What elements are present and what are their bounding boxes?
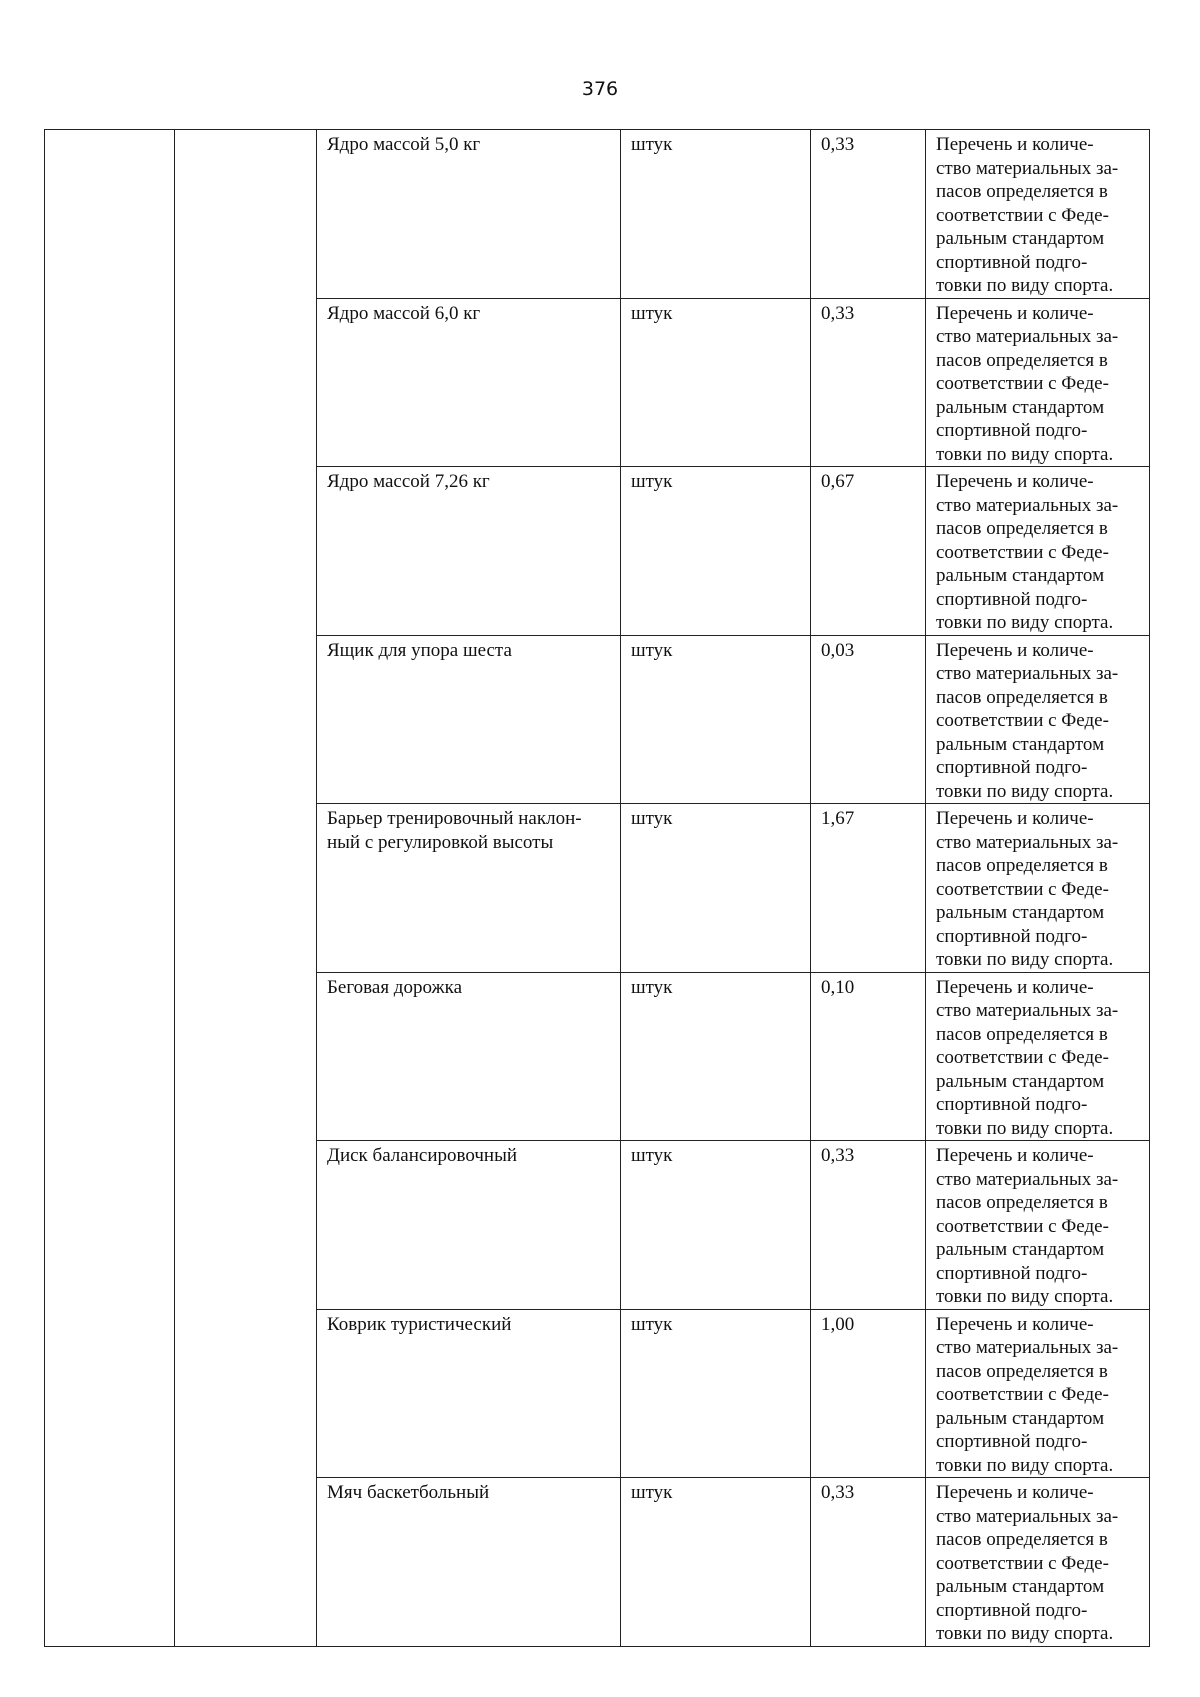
item-quantity: 0,33 (811, 130, 926, 299)
item-unit: штук (621, 467, 811, 636)
item-quantity: 0,67 (811, 467, 926, 636)
item-unit: штук (621, 130, 811, 299)
item-quantity: 0,33 (811, 1478, 926, 1647)
item-note: Перечень и количе- ство материальных за- пасов определяется в соответствии с Феде- ральным стандартом спортивной подго- товки по виду спорта. (926, 1141, 1150, 1310)
item-name: Мяч баскетбольный (317, 1478, 621, 1647)
item-quantity: 1,00 (811, 1309, 926, 1478)
item-unit: штук (621, 804, 811, 973)
item-name: Ядро массой 6,0 кг (317, 298, 621, 467)
page-number: 376 (581, 78, 619, 100)
item-quantity: 0,10 (811, 972, 926, 1141)
item-name: Беговая дорожка (317, 972, 621, 1141)
item-name: Ящик для упора шеста (317, 635, 621, 804)
item-note: Перечень и количе- ство материальных за- пасов определяется в соответствии с Феде- ральным стандартом спортивной подго- товки по виду спорта. (926, 1309, 1150, 1478)
subsection-cell (175, 130, 317, 1647)
item-note: Перечень и количе- ство материальных за- пасов определяется в соответствии с Феде- ральным стандартом спортивной подго- товки по виду спорта. (926, 130, 1150, 299)
item-quantity: 1,67 (811, 804, 926, 973)
item-name: Коврик туристический (317, 1309, 621, 1478)
item-note: Перечень и количе- ство материальных за- пасов определяется в соответствии с Феде- ральным стандартом спортивной подго- товки по виду спорта. (926, 804, 1150, 973)
item-note: Перечень и количе- ство материальных за- пасов определяется в соответствии с Феде- ральным стандартом спортивной подго- товки по виду спорта. (926, 972, 1150, 1141)
item-unit: штук (621, 298, 811, 467)
item-unit: штук (621, 1141, 811, 1310)
item-name: Барьер тренировочный наклон- ный с регулировкой высоты (317, 804, 621, 973)
table-row (45, 130, 1150, 299)
item-name: Ядро массой 5,0 кг (317, 130, 621, 299)
item-note: Перечень и количе- ство материальных за- пасов определяется в соответствии с Феде- ральным стандартом спортивной подго- товки по виду спорта. (926, 467, 1150, 636)
item-unit: штук (621, 972, 811, 1141)
item-unit: штук (621, 1309, 811, 1478)
item-quantity: 0,03 (811, 635, 926, 804)
item-name: Диск балансировочный (317, 1141, 621, 1310)
item-quantity: 0,33 (811, 1141, 926, 1310)
item-unit: штук (621, 1478, 811, 1647)
equipment-table (44, 129, 1150, 1647)
item-note: Перечень и количе- ство материальных за- пасов определяется в соответствии с Феде- ральным стандартом спортивной подго- товки по виду спорта. (926, 298, 1150, 467)
item-unit: штук (621, 635, 811, 804)
item-quantity: 0,33 (811, 298, 926, 467)
item-name: Ядро массой 7,26 кг (317, 467, 621, 636)
section-cell (45, 130, 175, 1647)
item-note: Перечень и количе- ство материальных за- пасов определяется в соответствии с Феде- ральным стандартом спортивной подго- товки по виду спорта. (926, 1478, 1150, 1647)
item-note: Перечень и количе- ство материальных за- пасов определяется в соответствии с Феде- ральным стандартом спортивной подго- товки по виду спорта. (926, 635, 1150, 804)
